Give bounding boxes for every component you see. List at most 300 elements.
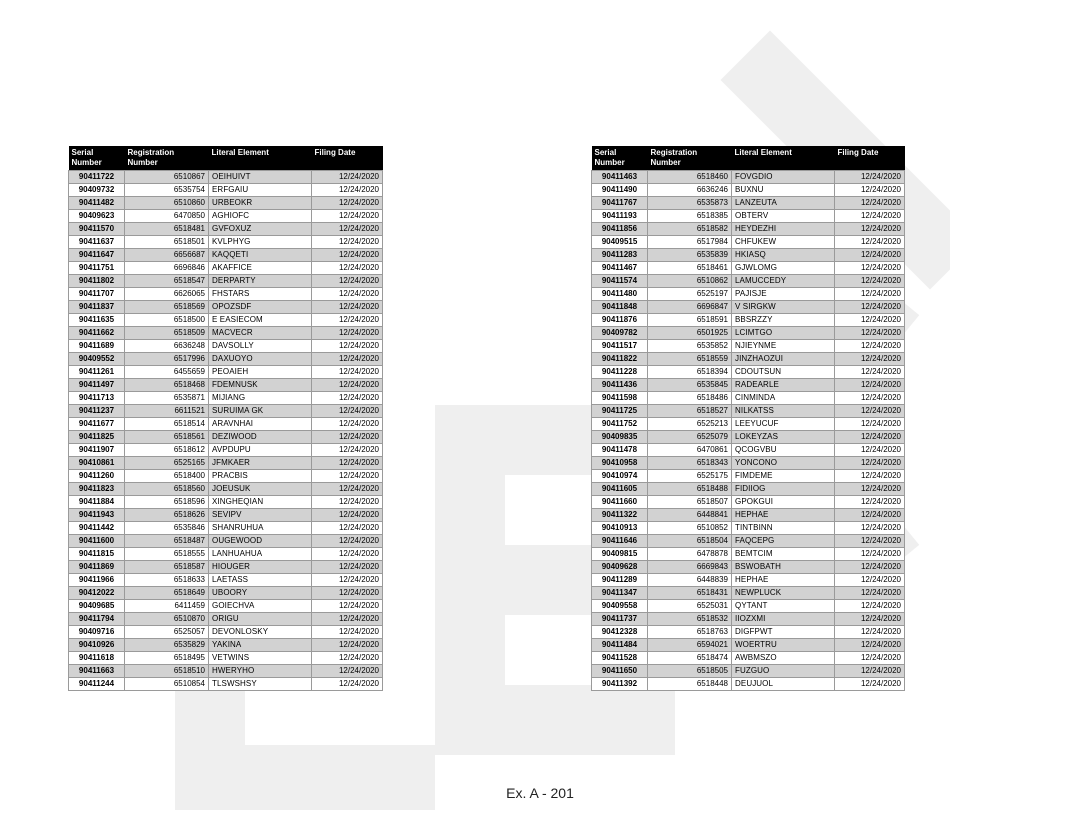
serial-number-cell: 90409558 <box>592 600 648 613</box>
table-row <box>69 262 383 275</box>
serial-number-cell: 90411228 <box>592 366 648 379</box>
serial-number-cell: 90411283 <box>592 249 648 262</box>
filing-date-cell: 12/24/2020 <box>835 236 905 249</box>
literal-element-cell: OBTERV <box>732 210 835 223</box>
filing-date-cell: 12/24/2020 <box>835 522 905 535</box>
registration-number-cell: 6518487 <box>125 535 209 548</box>
table-row <box>69 574 383 587</box>
literal-element-cell: AGHIOFC <box>209 210 312 223</box>
table-row <box>69 392 383 405</box>
filing-date-cell: 12/24/2020 <box>312 509 383 522</box>
registration-number-cell: 6525165 <box>125 457 209 470</box>
literal-element-cell: URBEOKR <box>209 197 312 210</box>
table-row <box>592 275 905 288</box>
registration-number-cell: 6696847 <box>648 301 732 314</box>
table-row <box>592 509 905 522</box>
table-row <box>69 405 383 418</box>
registration-number-cell: 6518591 <box>648 314 732 327</box>
registration-number-cell: 6535846 <box>125 522 209 535</box>
registration-number-cell: 6518510 <box>125 665 209 678</box>
registration-number-cell: 6525031 <box>648 600 732 613</box>
filing-date-cell: 12/24/2020 <box>835 561 905 574</box>
serial-number-cell: 90411490 <box>592 184 648 197</box>
registration-number-cell: 6517984 <box>648 236 732 249</box>
serial-number-cell: 90409782 <box>592 327 648 340</box>
serial-number-cell: 90411815 <box>69 548 125 561</box>
table-row <box>69 210 383 223</box>
registration-number-cell: 6470850 <box>125 210 209 223</box>
table-row <box>592 379 905 392</box>
registration-number-cell: 6518547 <box>125 275 209 288</box>
literal-element-cell: JOEUSUK <box>209 483 312 496</box>
registration-number-cell: 6626065 <box>125 288 209 301</box>
serial-number-cell: 90409835 <box>592 431 648 444</box>
serial-number-cell: 90410974 <box>592 470 648 483</box>
literal-element-cell: LCIMTGO <box>732 327 835 340</box>
table-row <box>69 535 383 548</box>
registration-number-cell: 6535873 <box>648 197 732 210</box>
table-body-right <box>592 171 905 691</box>
registration-number-cell: 6518532 <box>648 613 732 626</box>
literal-element-cell: SEVIPV <box>209 509 312 522</box>
serial-number-cell: 90409552 <box>69 353 125 366</box>
registration-number-cell: 6636246 <box>648 184 732 197</box>
literal-element-cell: SURUIMA GK <box>209 405 312 418</box>
table-row <box>69 314 383 327</box>
serial-number-cell: 90411528 <box>592 652 648 665</box>
serial-number-cell: 90411237 <box>69 405 125 418</box>
literal-element-cell: BEMTCIM <box>732 548 835 561</box>
table-row <box>592 496 905 509</box>
literal-element-cell: FAQCEPG <box>732 535 835 548</box>
table-row <box>69 301 383 314</box>
table-row <box>592 600 905 613</box>
registration-number-cell: 6518460 <box>648 171 732 184</box>
filing-date-cell: 12/24/2020 <box>835 509 905 522</box>
table-row <box>592 457 905 470</box>
registration-number-cell: 6518569 <box>125 301 209 314</box>
registration-number-cell: 6510862 <box>648 275 732 288</box>
filing-date-cell: 12/24/2020 <box>312 626 383 639</box>
table-row <box>592 223 905 236</box>
registration-number-cell: 6518633 <box>125 574 209 587</box>
registration-number-cell: 6518504 <box>648 535 732 548</box>
registration-number-cell: 6518527 <box>648 405 732 418</box>
literal-element-cell: DIGFPWT <box>732 626 835 639</box>
filing-date-cell: 12/24/2020 <box>312 496 383 509</box>
table-row <box>592 301 905 314</box>
serial-number-cell: 90411618 <box>69 652 125 665</box>
table-row <box>69 665 383 678</box>
filing-date-cell: 12/24/2020 <box>312 353 383 366</box>
registration-number-cell: 6518560 <box>125 483 209 496</box>
table-row <box>592 327 905 340</box>
literal-element-cell: FOVGDIO <box>732 171 835 184</box>
table-row <box>69 366 383 379</box>
literal-element-cell: DERPARTY <box>209 275 312 288</box>
filing-date-cell: 12/24/2020 <box>835 184 905 197</box>
table-row <box>592 626 905 639</box>
registration-number-cell: 6525057 <box>125 626 209 639</box>
registration-number-cell: 6525079 <box>648 431 732 444</box>
serial-number-cell: 90411794 <box>69 613 125 626</box>
table-row <box>69 184 383 197</box>
filing-date-cell: 12/24/2020 <box>312 210 383 223</box>
registration-number-cell: 6518481 <box>125 223 209 236</box>
filing-date-cell: 12/24/2020 <box>312 561 383 574</box>
table-row <box>592 366 905 379</box>
serial-number-cell: 90411484 <box>592 639 648 652</box>
literal-element-cell: GOIECHVA <box>209 600 312 613</box>
table-row <box>69 483 383 496</box>
filing-date-cell: 12/24/2020 <box>835 171 905 184</box>
table-row <box>69 249 383 262</box>
registration-number-cell: 6518461 <box>648 262 732 275</box>
registration-number-cell: 6518468 <box>125 379 209 392</box>
registration-number-cell: 6525175 <box>648 470 732 483</box>
table-row <box>69 379 383 392</box>
literal-element-cell: OPOZSDF <box>209 301 312 314</box>
registration-number-cell: 6518763 <box>648 626 732 639</box>
literal-element-cell: HIOUGER <box>209 561 312 574</box>
filing-date-cell: 12/24/2020 <box>312 444 383 457</box>
literal-element-cell: LAMUCCEDY <box>732 275 835 288</box>
literal-element-cell: JFMKAER <box>209 457 312 470</box>
filing-date-cell: 12/24/2020 <box>835 613 905 626</box>
filing-date-cell: 12/24/2020 <box>835 197 905 210</box>
serial-number-cell: 90411193 <box>592 210 648 223</box>
serial-number-cell: 90411392 <box>592 678 648 691</box>
serial-number-cell: 90411663 <box>69 665 125 678</box>
serial-number-cell: 90411752 <box>592 418 648 431</box>
filing-date-cell: 12/24/2020 <box>312 392 383 405</box>
serial-number-cell: 90411442 <box>69 522 125 535</box>
filing-date-cell: 12/24/2020 <box>835 353 905 366</box>
table-row <box>69 561 383 574</box>
serial-number-cell: 90411517 <box>592 340 648 353</box>
serial-number-cell: 90412022 <box>69 587 125 600</box>
serial-number-cell: 90411289 <box>592 574 648 587</box>
filing-date-cell: 12/24/2020 <box>835 431 905 444</box>
filing-date-cell: 12/24/2020 <box>312 535 383 548</box>
filing-date-cell: 12/24/2020 <box>835 600 905 613</box>
filing-date-cell: 12/24/2020 <box>312 366 383 379</box>
table-row <box>69 197 383 210</box>
table-row <box>69 600 383 613</box>
registration-number-cell: 6518495 <box>125 652 209 665</box>
table-row <box>592 288 905 301</box>
table-row <box>69 522 383 535</box>
registration-number-cell: 6594021 <box>648 639 732 652</box>
literal-element-cell: JINZHAOZUI <box>732 353 835 366</box>
registration-number-cell: 6696846 <box>125 262 209 275</box>
filing-date-cell: 12/24/2020 <box>312 197 383 210</box>
filing-date-cell: 12/24/2020 <box>835 626 905 639</box>
literal-element-cell: KAQQETI <box>209 249 312 262</box>
registration-number-cell: 6411459 <box>125 600 209 613</box>
filing-date-cell: 12/24/2020 <box>835 665 905 678</box>
filing-date-cell: 12/24/2020 <box>312 483 383 496</box>
serial-number-cell: 90411823 <box>69 483 125 496</box>
serial-number-cell: 90411463 <box>592 171 648 184</box>
table-row <box>592 210 905 223</box>
header-filing-date: Filing Date <box>835 146 905 171</box>
table-row <box>592 314 905 327</box>
filing-date-cell: 12/24/2020 <box>835 249 905 262</box>
literal-element-cell: LOKEYZAS <box>732 431 835 444</box>
filing-date-cell: 12/24/2020 <box>835 483 905 496</box>
literal-element-cell: TINTBINN <box>732 522 835 535</box>
literal-element-cell: BBSRZZY <box>732 314 835 327</box>
literal-element-cell: LANZEUTA <box>732 197 835 210</box>
literal-element-cell: CINMINDA <box>732 392 835 405</box>
header-registration-number: Registration Number <box>648 146 732 171</box>
literal-element-cell: MIJIANG <box>209 392 312 405</box>
filing-date-cell: 12/24/2020 <box>312 184 383 197</box>
filing-date-cell: 12/24/2020 <box>835 314 905 327</box>
table-row <box>69 548 383 561</box>
serial-number-cell: 90411660 <box>592 496 648 509</box>
registration-number-cell: 6510860 <box>125 197 209 210</box>
table-row <box>592 639 905 652</box>
table-row <box>592 574 905 587</box>
filing-date-cell: 12/24/2020 <box>835 223 905 236</box>
table-row <box>69 626 383 639</box>
serial-number-cell: 90411436 <box>592 379 648 392</box>
header-literal-element: Literal Element <box>209 146 312 171</box>
registration-number-cell: 6518612 <box>125 444 209 457</box>
registration-number-cell: 6518626 <box>125 509 209 522</box>
literal-element-cell: AWBMSZO <box>732 652 835 665</box>
registration-number-cell: 6510870 <box>125 613 209 626</box>
filing-date-cell: 12/24/2020 <box>312 340 383 353</box>
filing-date-cell: 12/24/2020 <box>312 522 383 535</box>
literal-element-cell: HEPHAE <box>732 574 835 587</box>
table-row <box>69 444 383 457</box>
serial-number-cell: 90411677 <box>69 418 125 431</box>
table-row <box>69 223 383 236</box>
table-header-row <box>69 146 383 171</box>
literal-element-cell: PEOAIEH <box>209 366 312 379</box>
registration-number-cell: 6636248 <box>125 340 209 353</box>
table-row <box>69 639 383 652</box>
serial-number-cell: 90409685 <box>69 600 125 613</box>
registration-number-cell: 6518505 <box>648 665 732 678</box>
registration-number-cell: 6518400 <box>125 470 209 483</box>
literal-element-cell: BUXNU <box>732 184 835 197</box>
literal-element-cell: LANHUAHUA <box>209 548 312 561</box>
exhibit-page-label: Ex. A - 201 <box>506 785 574 801</box>
filing-date-cell: 12/24/2020 <box>835 366 905 379</box>
serial-number-cell: 90411662 <box>69 327 125 340</box>
table-row <box>69 496 383 509</box>
registration-number-cell: 6535845 <box>648 379 732 392</box>
table-row <box>69 470 383 483</box>
serial-number-cell: 90411635 <box>69 314 125 327</box>
literal-element-cell: GPOKGUI <box>732 496 835 509</box>
literal-element-cell: SHANRUHUA <box>209 522 312 535</box>
serial-number-cell: 90411570 <box>69 223 125 236</box>
serial-number-cell: 90411637 <box>69 236 125 249</box>
table-row <box>592 522 905 535</box>
serial-number-cell: 90411822 <box>592 353 648 366</box>
literal-element-cell: TLSWSHSY <box>209 678 312 691</box>
filing-date-cell: 12/24/2020 <box>312 171 383 184</box>
filing-date-cell: 12/24/2020 <box>312 223 383 236</box>
registration-number-cell: 6517996 <box>125 353 209 366</box>
serial-number-cell: 90411943 <box>69 509 125 522</box>
filing-date-cell: 12/24/2020 <box>312 262 383 275</box>
registration-number-cell: 6518559 <box>648 353 732 366</box>
serial-number-cell: 90411482 <box>69 197 125 210</box>
filing-date-cell: 12/24/2020 <box>312 275 383 288</box>
header-filing-date: Filing Date <box>312 146 383 171</box>
header-serial-number: Serial Number <box>69 146 125 171</box>
serial-number-cell: 90411650 <box>592 665 648 678</box>
registration-number-cell: 6478878 <box>648 548 732 561</box>
serial-number-cell: 90410926 <box>69 639 125 652</box>
serial-number-cell: 90411751 <box>69 262 125 275</box>
serial-number-cell: 90411689 <box>69 340 125 353</box>
serial-number-cell: 90411244 <box>69 678 125 691</box>
literal-element-cell: PAJISJE <box>732 288 835 301</box>
table-header-row <box>592 146 905 171</box>
table-row <box>592 431 905 444</box>
filing-date-cell: 12/24/2020 <box>835 275 905 288</box>
table-row <box>592 197 905 210</box>
table-row <box>592 184 905 197</box>
serial-number-cell: 90411707 <box>69 288 125 301</box>
literal-element-cell: FIDIIOG <box>732 483 835 496</box>
table-row <box>69 652 383 665</box>
serial-number-cell: 90411646 <box>592 535 648 548</box>
table-row <box>592 587 905 600</box>
literal-element-cell: XINGHEQIAN <box>209 496 312 509</box>
filing-date-cell: 12/24/2020 <box>835 288 905 301</box>
registration-number-cell: 6525197 <box>648 288 732 301</box>
serial-number-cell: 90411647 <box>69 249 125 262</box>
literal-element-cell: DEVONLOSKY <box>209 626 312 639</box>
filing-date-cell: 12/24/2020 <box>835 392 905 405</box>
registration-number-cell: 6525213 <box>648 418 732 431</box>
registration-number-cell: 6448839 <box>648 574 732 587</box>
trademark-table-right <box>591 146 905 691</box>
filing-date-cell: 12/24/2020 <box>835 457 905 470</box>
literal-element-cell: DEUJUOL <box>732 678 835 691</box>
registration-number-cell: 6518343 <box>648 457 732 470</box>
filing-date-cell: 12/24/2020 <box>312 379 383 392</box>
literal-element-cell: NEWPLUCK <box>732 587 835 600</box>
serial-number-cell: 90411737 <box>592 613 648 626</box>
table-body-left <box>69 171 383 691</box>
filing-date-cell: 12/24/2020 <box>835 587 905 600</box>
serial-number-cell: 90411825 <box>69 431 125 444</box>
serial-number-cell: 90411480 <box>592 288 648 301</box>
registration-number-cell: 6510867 <box>125 171 209 184</box>
registration-number-cell: 6518649 <box>125 587 209 600</box>
filing-date-cell: 12/24/2020 <box>312 470 383 483</box>
serial-number-cell: 90411869 <box>69 561 125 574</box>
literal-element-cell: OEIHUIVT <box>209 171 312 184</box>
header-serial-number: Serial Number <box>592 146 648 171</box>
filing-date-cell: 12/24/2020 <box>312 405 383 418</box>
filing-date-cell: 12/24/2020 <box>312 457 383 470</box>
table-row <box>69 431 383 444</box>
filing-date-cell: 12/24/2020 <box>835 262 905 275</box>
table-row <box>69 353 383 366</box>
literal-element-cell: BSWOBATH <box>732 561 835 574</box>
registration-number-cell: 6518561 <box>125 431 209 444</box>
literal-element-cell: FHSTARS <box>209 288 312 301</box>
filing-date-cell: 12/24/2020 <box>835 210 905 223</box>
literal-element-cell: CHFUKEW <box>732 236 835 249</box>
serial-number-cell: 90411322 <box>592 509 648 522</box>
filing-date-cell: 12/24/2020 <box>312 548 383 561</box>
filing-date-cell: 12/24/2020 <box>312 327 383 340</box>
filing-date-cell: 12/24/2020 <box>312 301 383 314</box>
table-row <box>592 340 905 353</box>
literal-element-cell: HEPHAE <box>732 509 835 522</box>
registration-number-cell: 6518431 <box>648 587 732 600</box>
registration-number-cell: 6518587 <box>125 561 209 574</box>
filing-date-cell: 12/24/2020 <box>835 379 905 392</box>
filing-date-cell: 12/24/2020 <box>835 574 905 587</box>
literal-element-cell: HEYDEZHI <box>732 223 835 236</box>
table-row <box>592 548 905 561</box>
serial-number-cell: 90411767 <box>592 197 648 210</box>
registration-number-cell: 6518385 <box>648 210 732 223</box>
serial-number-cell: 90411856 <box>592 223 648 236</box>
registration-number-cell: 6518507 <box>648 496 732 509</box>
table-row <box>69 678 383 691</box>
table-row <box>592 535 905 548</box>
registration-number-cell: 6510852 <box>648 522 732 535</box>
literal-element-cell: PRACBIS <box>209 470 312 483</box>
filing-date-cell: 12/24/2020 <box>835 535 905 548</box>
serial-number-cell: 90411966 <box>69 574 125 587</box>
literal-element-cell: FUZGUO <box>732 665 835 678</box>
registration-number-cell: 6669843 <box>648 561 732 574</box>
literal-element-cell: KVLPHYG <box>209 236 312 249</box>
literal-element-cell: NILKATSS <box>732 405 835 418</box>
filing-date-cell: 12/24/2020 <box>835 444 905 457</box>
table-row <box>592 652 905 665</box>
serial-number-cell: 90411722 <box>69 171 125 184</box>
table-row <box>592 353 905 366</box>
filing-date-cell: 12/24/2020 <box>835 327 905 340</box>
filing-date-cell: 12/24/2020 <box>312 613 383 626</box>
filing-date-cell: 12/24/2020 <box>312 600 383 613</box>
registration-number-cell: 6455659 <box>125 366 209 379</box>
serial-number-cell: 90411600 <box>69 535 125 548</box>
table-row <box>69 418 383 431</box>
table-row <box>69 171 383 184</box>
serial-number-cell: 90411848 <box>592 301 648 314</box>
filing-date-cell: 12/24/2020 <box>312 665 383 678</box>
literal-element-cell: QCOGVBU <box>732 444 835 457</box>
serial-number-cell: 90411713 <box>69 392 125 405</box>
serial-number-cell: 90411837 <box>69 301 125 314</box>
table-row <box>592 470 905 483</box>
serial-number-cell: 90411725 <box>592 405 648 418</box>
registration-number-cell: 6518501 <box>125 236 209 249</box>
serial-number-cell: 90411598 <box>592 392 648 405</box>
table-row <box>592 262 905 275</box>
registration-number-cell: 6501925 <box>648 327 732 340</box>
table-row <box>592 561 905 574</box>
table-row <box>592 405 905 418</box>
filing-date-cell: 12/24/2020 <box>312 639 383 652</box>
